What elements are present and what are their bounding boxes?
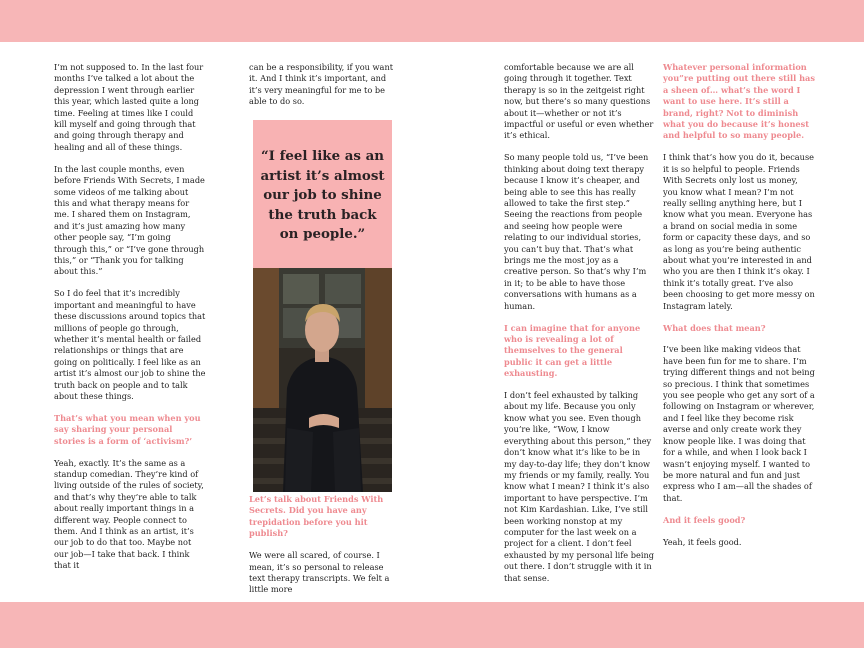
interview-answer: can be a responsibility, if you want it. And I think it’s important, and it’s very meaningful for me to be able to do so.	[249, 62, 394, 107]
interview-answer: In the last couple months, even before Friends With Secrets, I made some videos of me talking about this and what therapy means for me. I shared them on Instagram, and it’s just amazing how many other people say, “I’m going through this,” or “I’ve gone through this,” or “Thank you for talking about this.”	[54, 163, 205, 277]
portrait-illustration	[253, 268, 392, 492]
interview-answer: Yeah, exactly. It’s the same as a standup comedian. They’re kind of living outside of the rules of society, and that’s why they’re able to talk about really important things in a different way. People connect to them. And I think as an artist, it’s our job to do that too. Maybe not our job—I take that back. I think that it	[54, 457, 204, 571]
interview-answer: I’ve been like making videos that have been fun for me to share. I’m trying different things and not being so precious. I think that sometimes you see people who get any sort of a following on Instagram or wherever, and I feel like they become risk averse and only create work they know people like. I was doing that for a while, and when I look back I wasn’t enjoying myself. I wanted to be more natural and fun and just express who I am—all the shades of that.	[663, 344, 815, 503]
interview-answer: I’m not supposed to. In the last four months I’ve talked a lot about the depression I went through earlier this year, which lasted quite a long time. Feeling at times like I could kill myself and going through that and going through therapy and healing and all of these things.	[54, 62, 204, 152]
portrait-photo	[253, 268, 392, 492]
interview-answer: So many people told us, “I’ve been thinking about doing text therapy because I know it’s cheaper, and being able to see this has really allowed to take the first step.” Seeing the reactions from people and seeing how people were relating to our individual stories, you can’t buy that. That’s what brings me the most joy as a creative person. So that’s why I’m in it; to be able to have those conversations with humans as a human.	[504, 152, 649, 311]
interview-question: Let’s talk about Friends With Secrets. Did you have any trepidation before you hit publish?	[249, 494, 384, 539]
bottom-color-band	[0, 602, 864, 648]
interview-question: Whatever personal information you”re putting out there still has a sheen of… what’s the word I want to use here. It’s still a brand, right? Not to diminish what you do because it’s honest and helpful to so many people.	[663, 62, 815, 141]
text-column-4	[663, 62, 815, 558]
text-column-3	[504, 62, 654, 594]
top-color-band	[0, 0, 864, 42]
text-column-2-lower	[249, 494, 395, 606]
pull-quote-box	[253, 120, 392, 268]
interview-question: I can imagine that for anyone who is revealing a lot of themselves to the general public it can get a little exhausting.	[504, 322, 641, 379]
interview-answer: Yeah, it feels good.	[663, 536, 742, 547]
text-column-1	[54, 62, 206, 582]
interview-question: That’s what you mean when you say sharing your personal stories is a form of ‘activism?’	[54, 412, 201, 446]
interview-answer: comfortable because we are all going through it together. Text therapy is so in the zeitgeist right now, but there’s so many questions about it—whether or not it’s impactful or useful or even whether it’s ethical.	[504, 62, 654, 141]
interview-answer: I think that’s how you do it, because it is so helpful to people. Friends With Secrets only lost us money, you know what I mean? I’m not really selling anything here, but I know what you mean. Everyone has a brand on social media in some form or capacity these days, and so as long as you’re being authentic about what you’re interested in and who you are then I think it’s okay. I think it’s totally great. I’ve also been choosing to get more messy on Instagram lately.	[663, 152, 815, 311]
text-column-2	[249, 62, 395, 118]
pull-quote: “I feel like as an artist it’s almost our job to shine the truth back on people.”	[260, 148, 385, 243]
interview-question: And it feels good?	[663, 514, 746, 525]
interview-answer: So I do feel that it’s incredibly important and meaningful to have these discussions around topics that millions of people go through, whether it’s mental health or failed relationships or things that are going on politically. I feel like as an artist it’s almost our job to shine the truth back on people and to talk about these things.	[54, 288, 206, 401]
interview-answer: I don’t feel exhausted by talking about my life. Because you only know what you see. Even though you’re like, “Wow, I know everything about this person,” they don’t know what it’s like to be in my day-to-day life; they don’t know my friends or my family, really. You know what I mean? I think it’s also important to have perspective. I’m not Kim Kardashian. Like, I’ve still been working nonstop at my computer for the last week on a project for a client. I don’t feel exhausted by my personal life being out there. I don’t struggle with it in that sense.	[504, 390, 654, 583]
interview-question: What does that mean?	[663, 322, 766, 333]
interview-answer: We were all scared, of course. I mean, it’s so personal to release text therapy transcripts. We felt a little more	[249, 550, 390, 595]
